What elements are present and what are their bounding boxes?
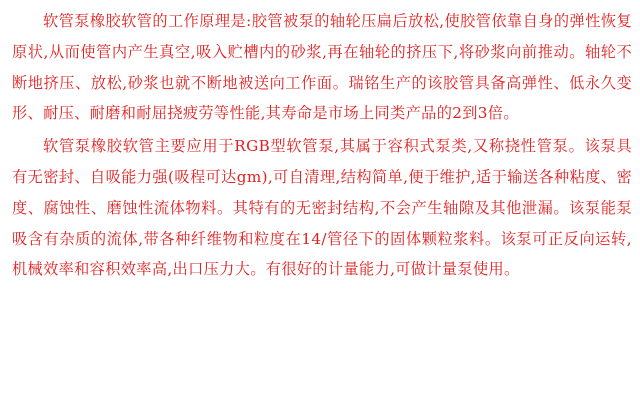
document-body <box>12 6 632 287</box>
paragraph-applications: 软管泵橡胶软管主要应用于RGB型软管泵,其属于容积式泵类,又称挠性管泵。该泵具有无密封、自吸能力强(吸程可达gm),可自清理,结构简单,便于维护,适于输送各种粘度、密度、腐蚀性、磨蚀性流体物料。其特有的无密封结构,不会产生轴隙及其他泄漏。该泵能泵吸含有杂质的流体,带各种纤维物和粒度在14/管径下的固体颗粒浆料。该泵可正反向运转,机械效率和容积效率高,出口压力大。有很好的计量能力,可做计量泵使用。 <box>12 137 632 279</box>
paragraph-working-principle: 软管泵橡胶软管的工作原理是:胶管被泵的轴轮压扁后放松,使胶管依靠自身的弹性恢复原状,从而使管内产生真空,吸入贮槽内的砂浆,再在轴轮的挤压下,将砂浆向前推动。轴轮不断地挤压、放松,砂浆也就不断地被送向工作面。瑞铭生产的该胶管具备高弹性、低永久变形、耐压、耐磨和耐屈挠疲劳等性能,其寿命是市场上同类产品的2到3倍。 <box>12 12 632 123</box>
